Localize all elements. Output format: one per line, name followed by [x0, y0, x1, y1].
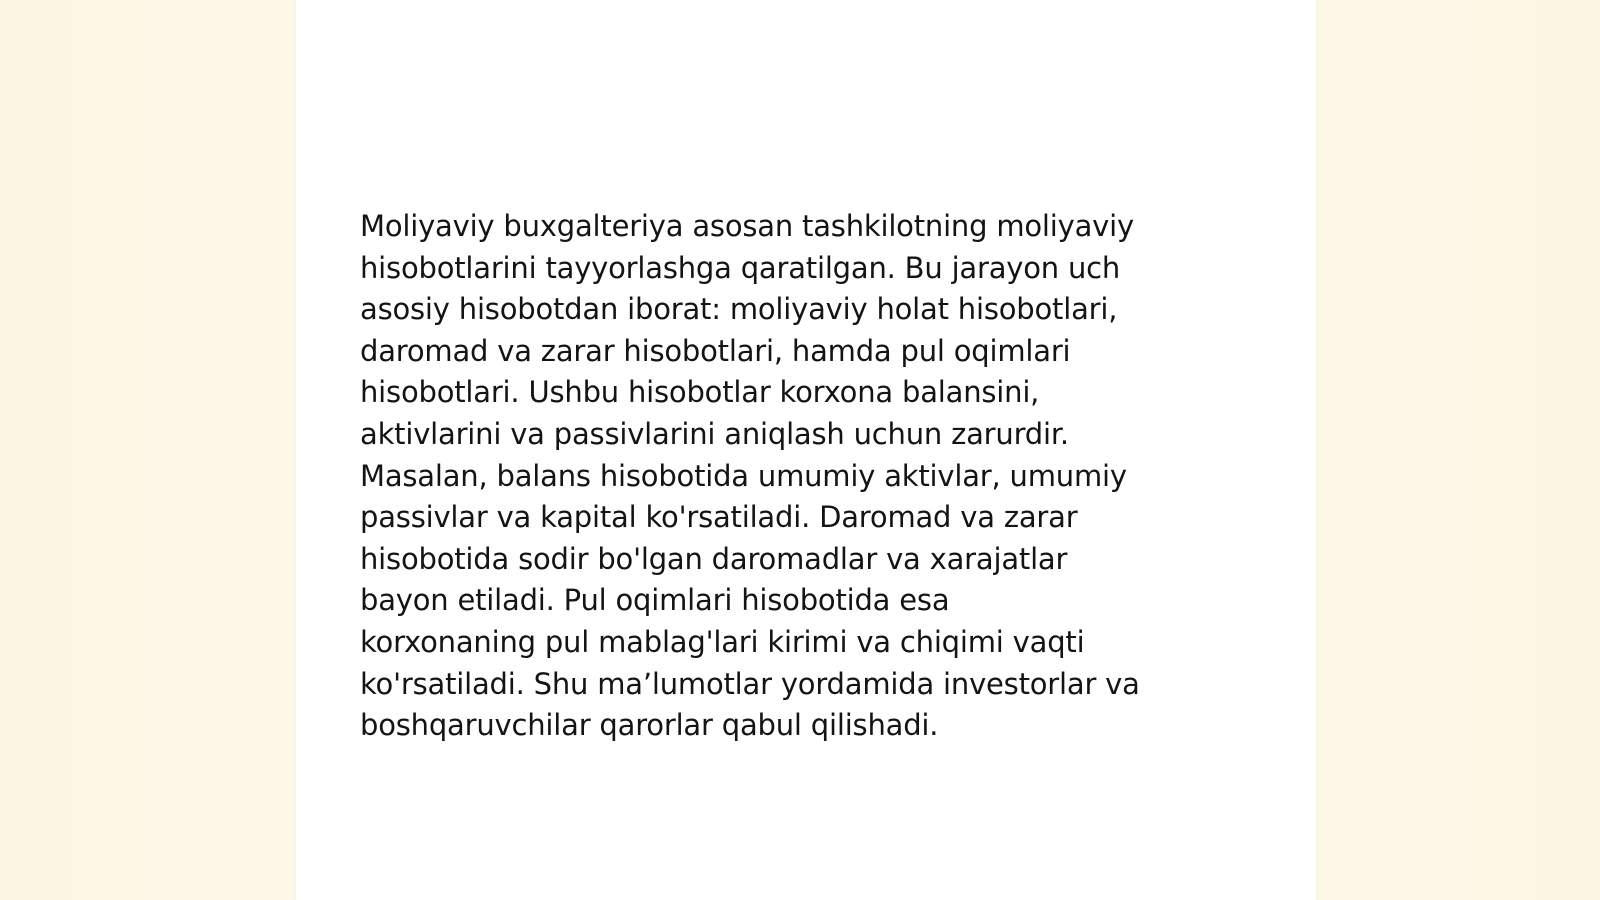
paragraph-line: Moliyaviy buxgalteriya asosan tashkilotning moliyaviy [360, 209, 1134, 243]
paragraph-line: asosiy hisobotdan iborat: moliyaviy holat hisobotlari, [360, 292, 1118, 327]
paragraph-line: hisobotlari. Ushbu hisobotlar korxona balansini, [360, 375, 1040, 410]
paragraph-line: korxonaning pul mablag'lari kirimi va chiqimi vaqti [360, 624, 1085, 659]
paragraph-line: hisobotlarini tayyorlashga qaratilgan. Bu jarayon uch [360, 250, 1121, 285]
paragraph-line: ko'rsatiladi. Shu ma’lumotlar yordamida investorlar va [360, 666, 1140, 701]
left-margin-background [0, 0, 296, 900]
paragraph-line: bayon etiladi. Pul oqimlari hisobotida esa [360, 583, 950, 618]
paragraph-line: daromad va zarar hisobotlari, hamda pul oqimlari [360, 333, 1071, 368]
paragraph-line: hisobotida sodir bo'lgan daromadlar va xarajatlar [360, 541, 1068, 576]
paragraph-line: Masalan, balans hisobotida umumiy aktivlar, umumiy [360, 458, 1127, 493]
document-page [296, 0, 1316, 900]
right-margin-background [1316, 0, 1600, 900]
paragraph-line: passivlar va kapital ko'rsatiladi. Daromad va zarar [360, 500, 1078, 535]
paragraph-line: boshqaruvchilar qarorlar qabul qilishadi. [360, 708, 939, 743]
body-paragraph [360, 206, 1260, 747]
paragraph-line: aktivlarini va passivlarini aniqlash uchun zarurdir. [360, 416, 1069, 451]
